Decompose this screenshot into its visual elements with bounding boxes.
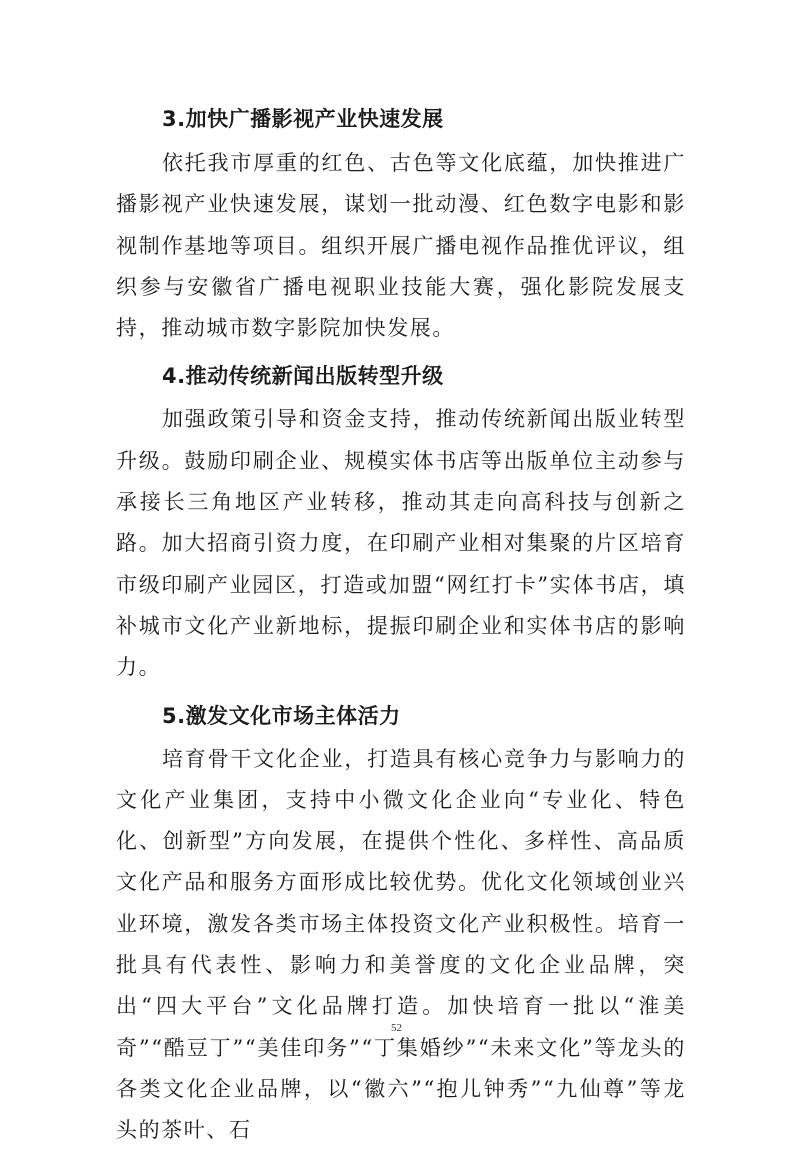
page-number: 52 <box>391 1022 402 1034</box>
section-paragraph-4: 加强政策引导和资金支持，推动传统新闻出版业转型升级。鼓励印刷企业、规模实体书店等出版单位主动参与承接长三角地区产业转移，推动其走向高科技与创新之路。加大招商引资力度，在印刷产业相对集聚的片区培育市级印刷产业园区，打造或加盟“网红打卡”实体书店，填补城市文化产业新地标，提振印刷企业和实体书店的影响力。 <box>116 407 686 680</box>
section-heading-4: 4.推动传统新闻出版转型升级 <box>162 364 444 389</box>
section-heading-5: 5.激发文化市场主体活力 <box>162 703 401 728</box>
section-heading-3: 3.加快广播影视产业快速发展 <box>162 107 444 131</box>
section-paragraph-5: 培育骨干文化企业，打造具有核心竞争力与影响力的文化产业集团，支持中小微文化企业向“专业化、特色化、创新型”方向发展，在提供个性化、多样性、高品质文化产品和服务方面形成比较优势。优化文化领域创业兴业环境，激发各类市场主体投资文化产业积极性。培育一批具有代表性、影响力和美誉度的文化企业品牌，突出“四大平台”文化品牌打造。加快培育一批以“淮美奇”“酷豆丁”“美佳印务”“丁集婚纱”“未来文化”等龙头的各类文化企业品牌，以“徽六”“抱儿钟秀”“九仙尊”等龙头的茶叶、石 <box>116 746 686 1143</box>
section-paragraph-3: 依托我市厚重的红色、古色等文化底蕴，加快推进广播影视产业快速发展，谋划一批动漫、红色数字电影和影视制作基地等项目。组织开展广播电视作品推优评议，组织参与安徽省广播电视职业技能大赛，强化影院发展支持，推动城市数字影院加快发展。 <box>116 151 686 341</box>
document-body <box>116 98 686 1152</box>
